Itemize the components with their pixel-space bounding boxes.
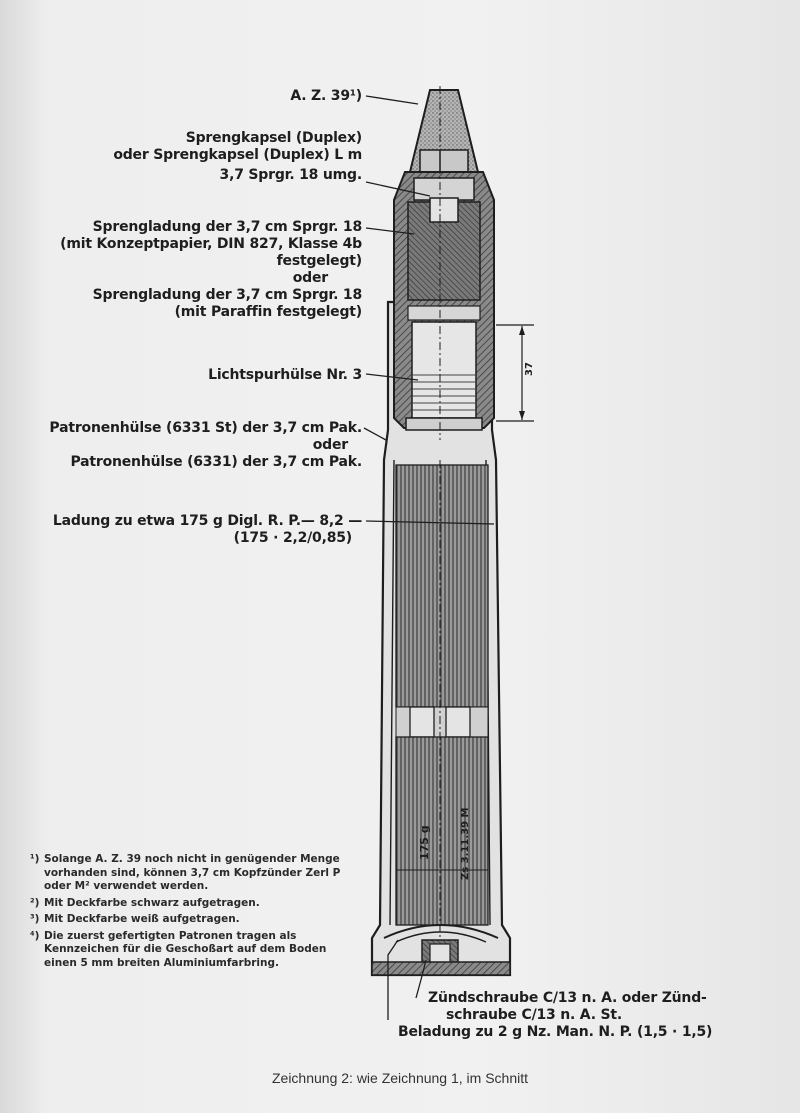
label-lichtspur: Lichtspurhülse Nr. 3	[208, 367, 362, 383]
label-patronenhuelse: Patronenhülse (6331 St) der 3,7 cm Pak. oder Patronenhülse (6331) der 3,7 cm Pak.	[49, 420, 362, 470]
charge-weight-mark: 175 g	[418, 825, 431, 860]
leader-az39	[366, 96, 418, 104]
label-sprengladung: Sprengladung der 3,7 cm Sprgr. 18 (mit Konzeptpapier, DIN 827, Klasse 4b festgelegt) oder Sprengladung der 3,7 cm Sprgr. 18 (mit Paraffin festgelegt)	[60, 219, 362, 320]
footnote-1: ¹) Solange A. Z. 39 noch nicht in genügender Menge vorhanden sind, können 3,7 cm Kopfzünder Zerl P oder M² verwendet werden.	[30, 853, 341, 892]
footnotes	[30, 853, 360, 973]
label-ladung: Ladung zu etwa 175 g Digl. R. P.— 8,2 — (175 · 2,2/0,85)	[52, 513, 362, 546]
fuze-az39	[410, 90, 478, 172]
label-az39: A. Z. 39¹)	[290, 88, 362, 104]
propellant-charge	[396, 460, 488, 940]
detonator-cap	[430, 198, 458, 222]
leader-patronenhuelse	[364, 428, 386, 440]
tracer-cavity	[412, 322, 476, 418]
footnote-4: ⁴) Die zuerst gefertigten Patronen tragen als Kennzeichen für die Geschoßart auf dem Boden einen 5 mm breiten Aluminiumfarbring.	[30, 929, 327, 969]
figure-caption: Zeichnung 2: wie Zeichnung 1, im Schnitt	[271, 1070, 529, 1086]
label-sprengkapsel: Sprengkapsel (Duplex) oder Sprengkapsel (Duplex) L m 3,7 Sprgr. 18 umg.	[113, 130, 362, 183]
charge-date-mark: Zs 3.11.39 M	[460, 807, 471, 880]
footnote-2: ²) Mit Deckfarbe schwarz aufgetragen.	[30, 896, 260, 909]
dimension-value: 37	[524, 362, 535, 376]
footnote-3: ³) Mit Deckfarbe weiß aufgetragen.	[30, 913, 240, 925]
label-beladung: Beladung zu 2 g Nz. Man. N. P. (1,5 · 1,5)	[398, 1024, 713, 1040]
label-zuendschraube: Zündschraube C/13 n. A. oder Zünd- schraube C/13 n. A. St.	[428, 990, 707, 1023]
